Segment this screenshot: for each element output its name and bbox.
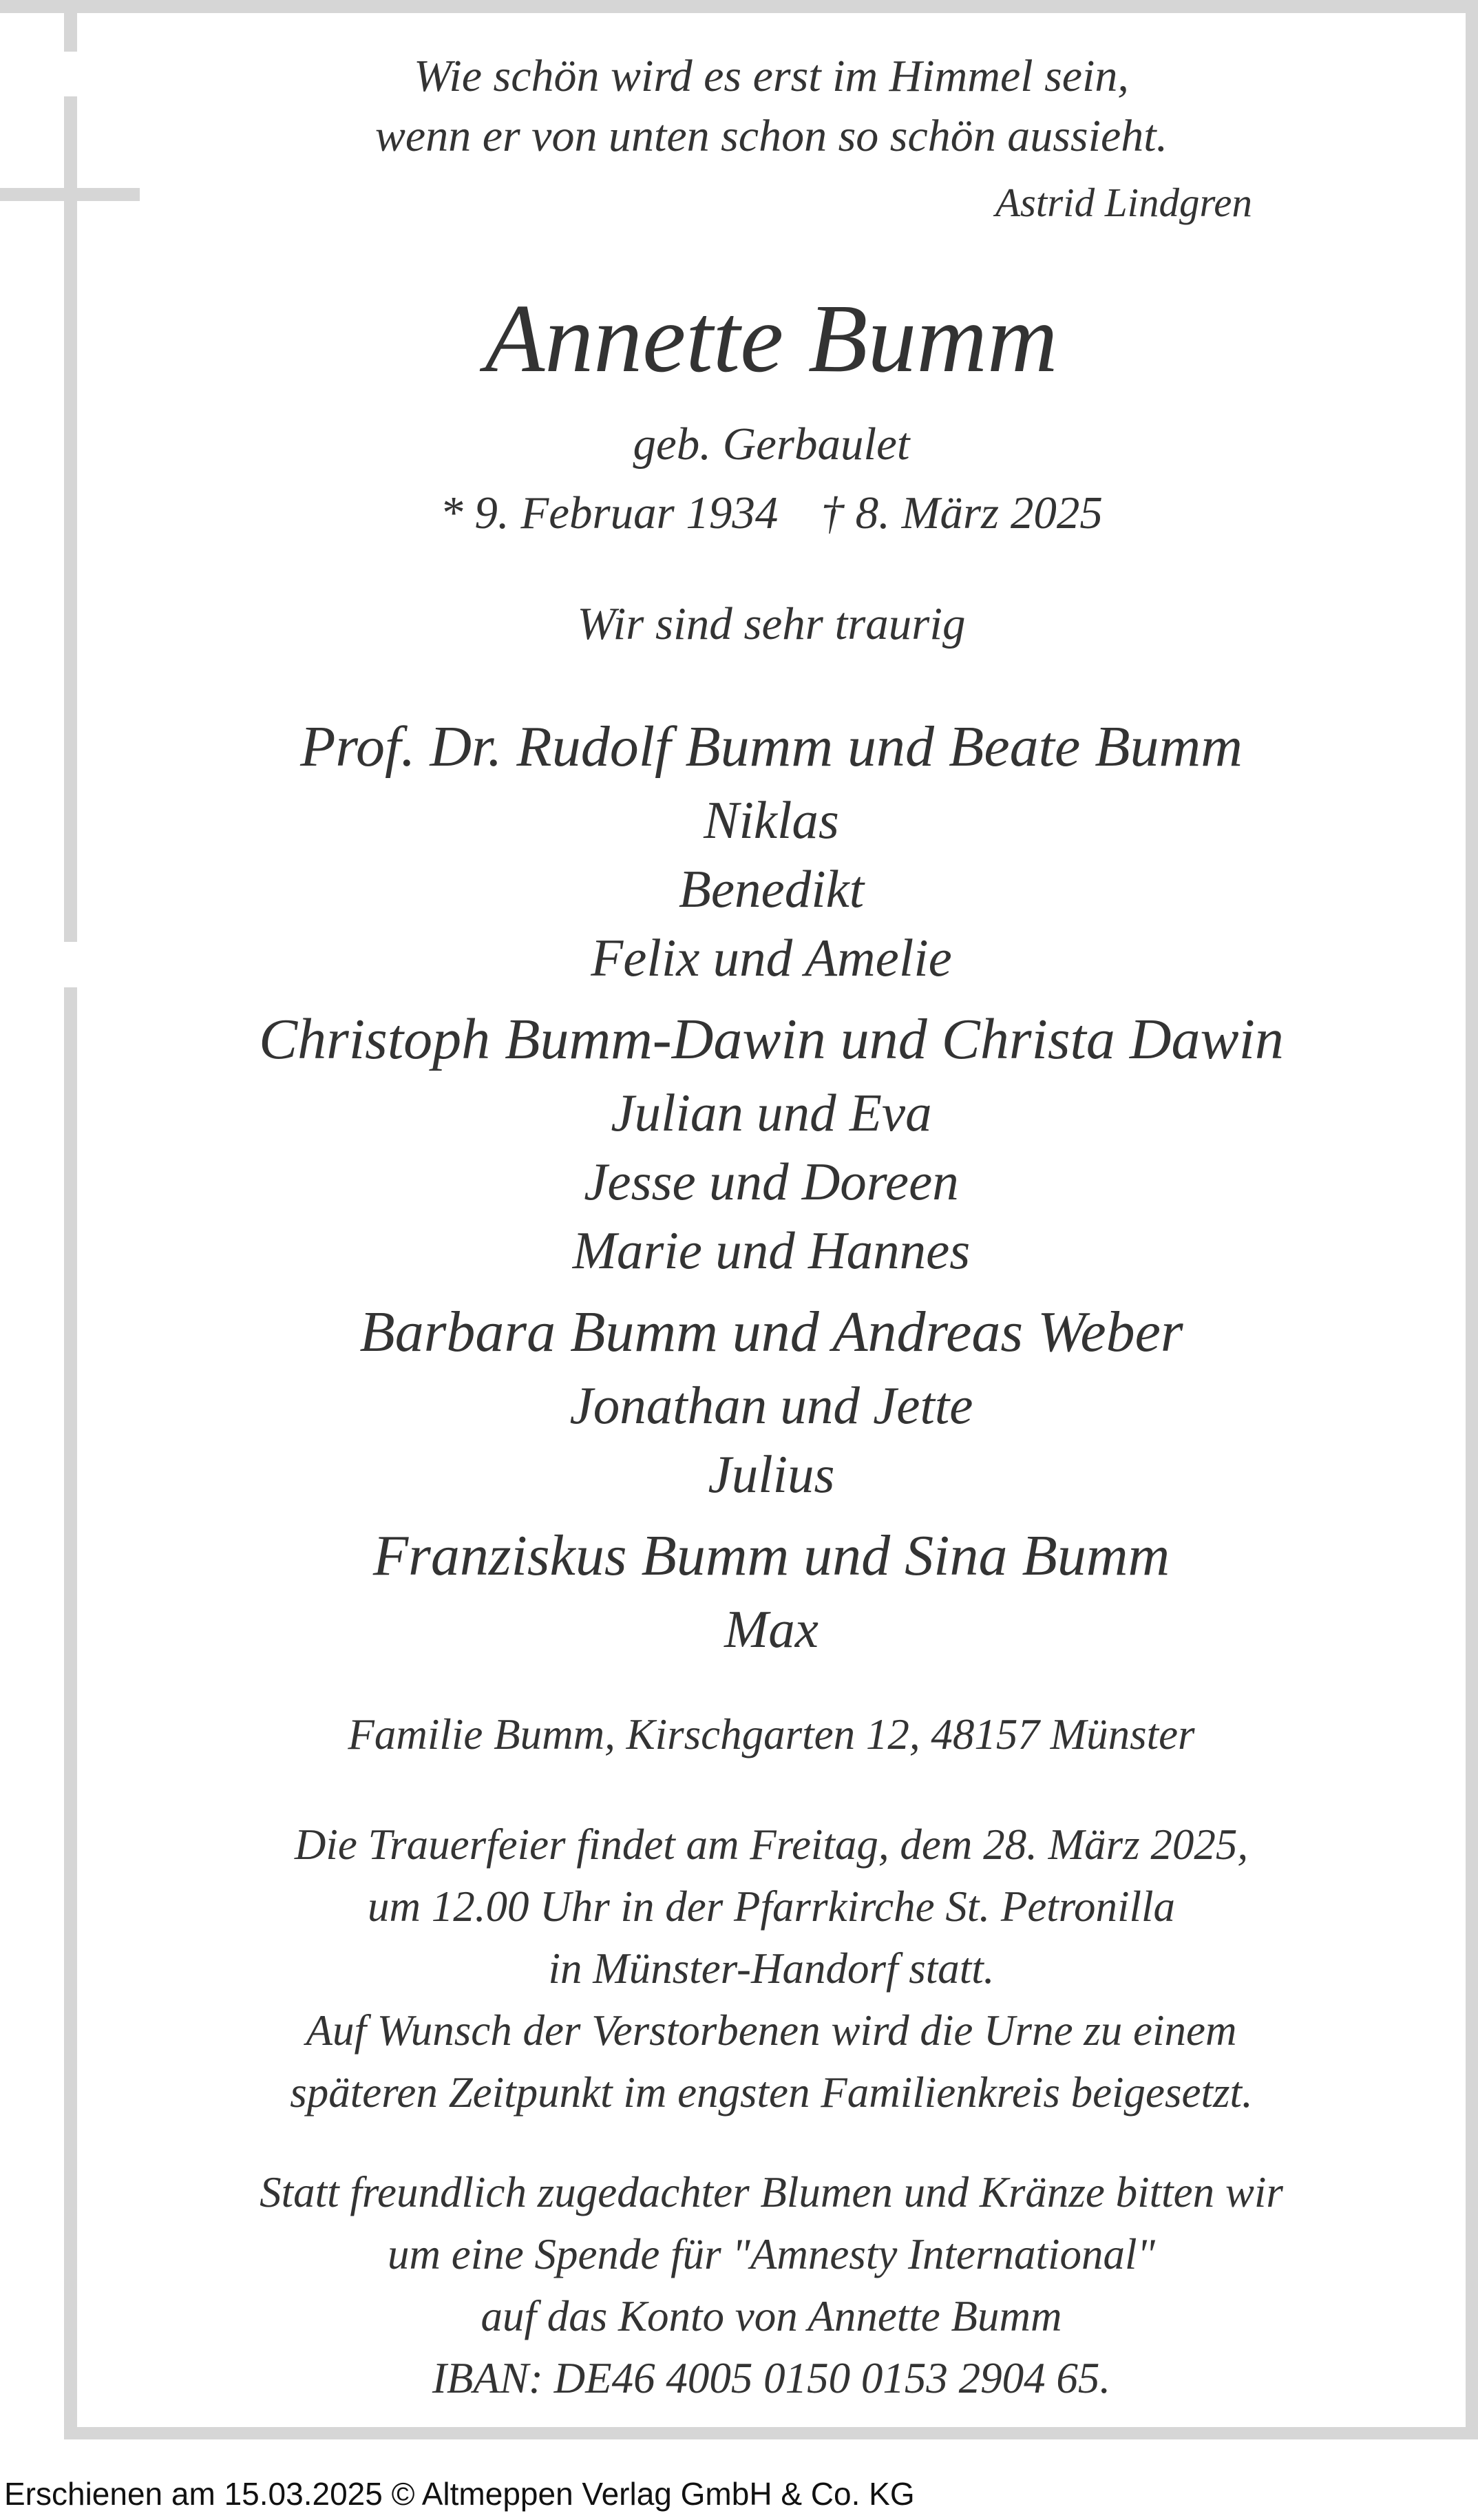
family-4-parents: Franziskus Bumm und Sina Bumm [372,1524,1170,1588]
family-3-child-2: Julius [708,1445,835,1504]
family-2-child-2: Jesse und Doreen [584,1152,959,1211]
quote-line-1: Wie schön wird es erst im Himmel sein, [414,51,1129,101]
family-1-child-3: Felix und Amelie [591,928,952,987]
frame-left-border [64,987,77,2439]
family-1-child-1: Niklas [704,790,839,850]
donation-line-1: Statt freundlich zugedachter Blumen und Kränze bitten wir [260,2168,1283,2216]
family-3-child-1: Jonathan und Jette [569,1376,973,1435]
cross-icon-top [64,0,77,52]
funeral-line-1: Die Trauerfeier findet am Freitag, dem 28. März 2025, [294,1820,1249,1869]
birth-date: * 9. Februar 1934 [440,487,779,538]
family-1-child-2: Benedikt [678,859,865,918]
family-address: Familie Bumm, Kirschgarten 12, 48157 Münster [348,1710,1195,1758]
death-date: † 8. März 2025 [821,487,1103,538]
family-2-child-1: Julian und Eva [611,1083,932,1142]
life-dates [77,487,1466,538]
frame-bottom-border [64,2427,1478,2439]
family-3-parents: Barbara Bumm und Andreas Weber [359,1300,1183,1364]
urn-line-2: späteren Zeitpunkt im engsten Familienkreis beigesetzt. [290,2068,1253,2117]
funeral-line-3: in Münster-Handorf statt. [548,1944,995,1993]
birth-name: geb. Gerbaulet [633,419,910,470]
family-2-child-3: Marie und Hannes [572,1221,971,1280]
funeral-line-2: um 12.00 Uhr in der Pfarrkirche St. Petronilla [368,1882,1175,1931]
intro-text: Wir sind sehr traurig [577,598,966,649]
frame-right-border [1466,0,1478,2439]
deceased-name: Annette Bumm [485,284,1058,392]
quote-line-2: wenn er von unten schon so schön aussieht. [374,111,1168,161]
publication-footer: Erschienen am 15.03.2025 © Altmeppen Verlag GmbH & Co. KG [4,2476,915,2512]
quote-author: Astrid Lindgren [995,180,1252,225]
donation-iban: IBAN: DE46 4005 0150 0153 2904 65. [432,2354,1111,2402]
family-1-parents: Prof. Dr. Rudolf Bumm und Beate Bumm [300,715,1243,779]
donation-line-2: um eine Spende für "Amnesty International" [388,2230,1155,2278]
urn-line-1: Auf Wunsch der Verstorbenen wird die Urne zu einem [306,2006,1237,2055]
frame-top-border [0,0,1478,13]
family-4-child-1: Max [724,1599,819,1659]
family-2-parents: Christoph Bumm-Dawin und Christa Dawin [259,1007,1284,1071]
cross-icon-stem [64,96,77,942]
donation-line-3: auf das Konto von Annette Bumm [481,2292,1062,2340]
